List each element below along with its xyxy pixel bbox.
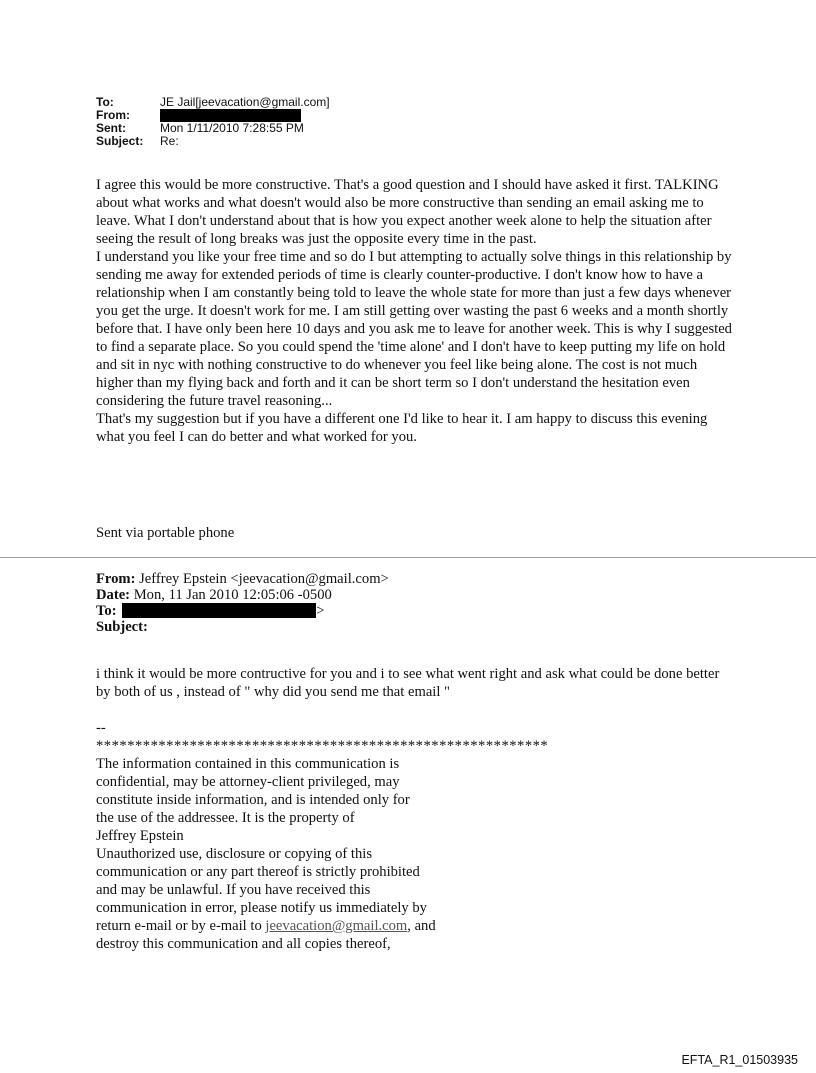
paragraph-3: That's my suggestion but if you have a different one I'd like to hear it. I am happy to discuss this evening what you feel I can do better and what worked for you. [96,411,708,445]
quoted-date-value: Mon, 11 Jan 2010 12:05:06 -0500 [133,587,332,603]
divider [0,557,816,558]
footer-line: Jeffrey Epstein [96,828,184,844]
confidentiality-footer [96,719,596,953]
quoted-to-suffix: > [316,603,325,619]
footer-line: confidential, may be attorney-client privileged, may [96,774,400,790]
email-header-2 [96,571,389,635]
document-id: EFTA_R1_01503935 [681,1053,798,1067]
footer-line: communication or any part thereof is strictly prohibited [96,864,420,880]
footer-line: and may be unlawful. If you have received this [96,882,371,898]
footer-line: The information contained in this communication is [96,756,400,772]
paragraph-2: I understand you like your free time and so do I but attempting to actually solve things in this relationship by sending me away for extended periods of time is clearly counter-productive. I don't know how to have a relationship when I am constantly being told to leave the whole state for more than just a few days whenever you get the urge. It doesn't work for me. I am still getting over wasting the past 6 weeks and a month shortly before that. I have only been here 10 days and you ask me to leave for another week. This is why I suggested to find a separate place. So you could spend the 'time alone' and I don't have to keep putting my life on hold and sit in nyc with nothing constructive to do whenever you feel like being alone. The cost is not much higher than my flying back and forth and it can be short term so I don't understand the hesitation even considering the future travel reasoning... [96,249,732,409]
footer-email-prefix: return e-mail or by e-mail to [96,918,266,934]
quoted-to-label: To: [96,603,117,619]
footer-line: constitute inside information, and is intended only for [96,792,410,808]
message-body-1 [96,176,736,446]
redaction-box [122,603,316,618]
subject-label: Subject: [96,134,144,148]
footer-stars: ********************************************************** [96,738,549,754]
header-subject-row [96,135,330,148]
email-link[interactable]: jeevacation@gmail.com [265,918,408,934]
from-label: From: [96,108,130,122]
quoted-subject-row [96,619,389,635]
footer-dashes: -- [96,720,106,736]
footer-line: destroy this communication and all copies thereof, [96,936,391,952]
quoted-subject-label: Subject: [96,619,148,635]
paragraph-1: I agree this would be more constructive. That's a good question and I should have asked it first. TALKING about what works and what doesn't would also be more constructive than sending an email asking me to leave. What I don't understand about that is how you expect another week alone to help the situation after seeing the result of long breaks was just the opposite every time in the past. [96,177,719,247]
signature: Sent via portable phone [96,525,235,541]
quoted-from-value: Jeffrey Epstein <jeevacation@gmail.com> [139,571,389,587]
footer-line: the use of the addressee. It is the property of [96,810,355,826]
to-value: JE Jail[jeevacation@gmail.com] [160,95,330,109]
message-body-2: i think it would be more contructive for you and i to see what went right and ask what could be done better by both of us , instead of " why did you send me that email " [96,666,720,700]
quoted-from-row [96,571,389,587]
footer-line-email [96,917,596,935]
sent-value: Mon 1/11/2010 7:28:55 PM [160,121,304,135]
quoted-date-row [96,587,389,603]
footer-email-suffix: , and [407,918,436,934]
quoted-from-label: From: [96,571,136,587]
subject-value: Re: [160,134,179,148]
footer-line: Unauthorized use, disclosure or copying of this [96,846,373,862]
email-header-1 [96,96,330,148]
sent-label: Sent: [96,121,126,135]
quoted-to-row [96,603,389,619]
footer-line: communication in error, please notify us immediately by [96,900,427,916]
header-to-row [96,96,330,109]
to-label: To: [96,95,114,109]
quoted-date-label: Date: [96,587,131,603]
